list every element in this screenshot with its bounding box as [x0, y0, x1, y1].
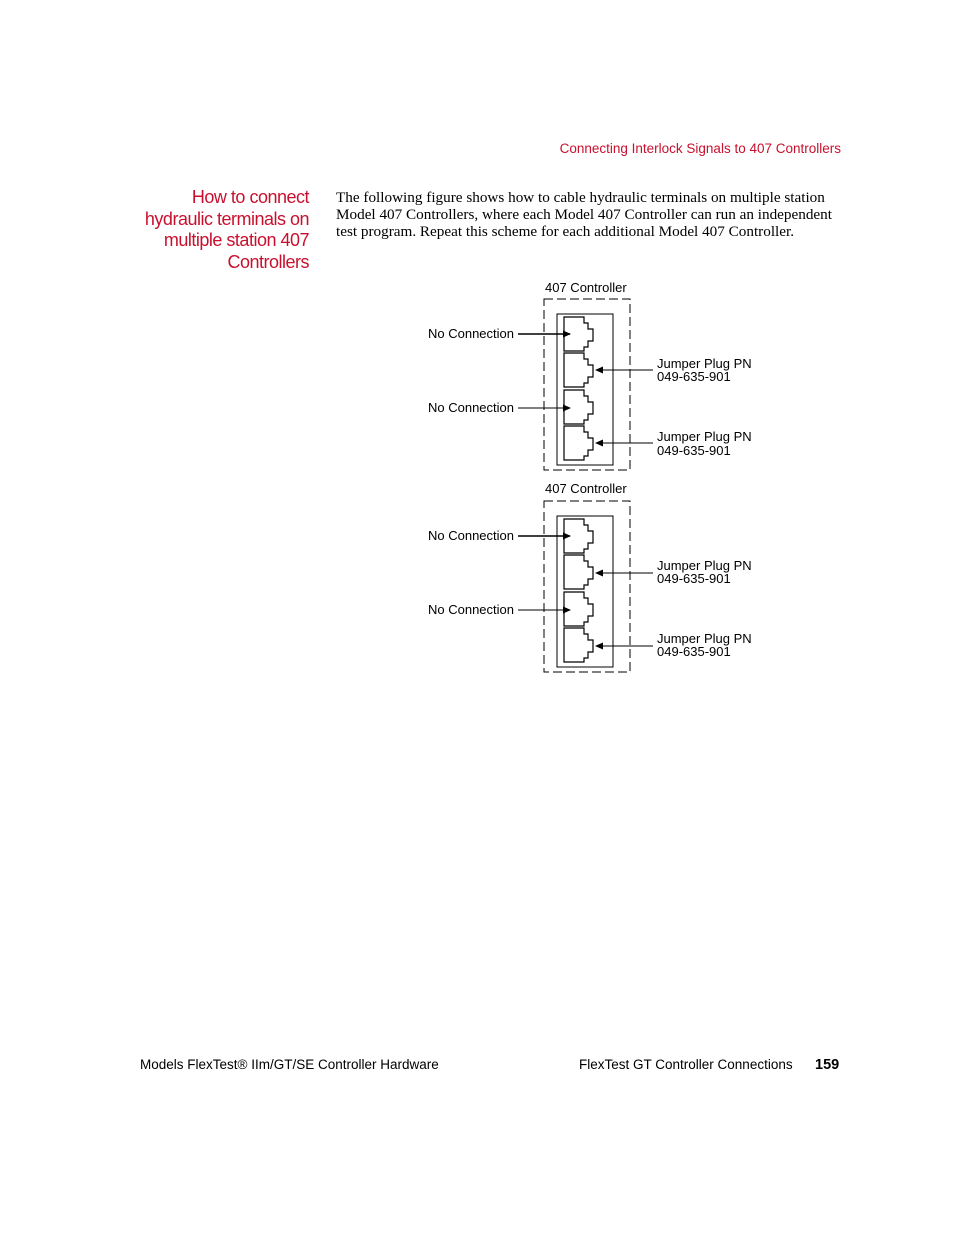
port-icon [564, 592, 593, 626]
port-label: Jumper Plug PN [657, 631, 752, 646]
section-heading-line: How to connect [191, 187, 309, 207]
footer-chapter-title: FlexTest GT Controller Connections [579, 1057, 793, 1072]
port-label: Jumper Plug PN [657, 356, 752, 371]
port-label: 049-635-901 [657, 443, 731, 458]
running-head: Connecting Interlock Signals to 407 Controllers [559, 141, 841, 156]
port-label: 049-635-901 [657, 644, 731, 659]
port-label: 049-635-901 [657, 571, 731, 586]
port-icon [564, 555, 593, 589]
section-heading-line: hydraulic terminals on [144, 208, 309, 229]
port-icon [564, 628, 593, 662]
page-number: 159 [815, 1057, 840, 1073]
body-line: test program. Repeat this scheme for each additional Model 407 Controller. [336, 223, 795, 240]
section-heading-line: Controllers [227, 252, 309, 273]
port-label: Jumper Plug PN [657, 558, 752, 573]
port-label: No Connection [428, 326, 514, 341]
port-label: No Connection [428, 528, 514, 543]
controller-2-title: 407 Controller [545, 481, 627, 496]
controller-1 [428, 280, 752, 470]
port-icon [564, 390, 593, 424]
port-icon [564, 426, 593, 460]
section-heading-line: multiple station 407 [163, 230, 309, 251]
port-label: 049-635-901 [657, 369, 731, 384]
controller-2 [428, 481, 752, 672]
body-line: The following figure shows how to cable hydraulic terminals on multiple station [336, 189, 825, 206]
port-icon [564, 353, 593, 387]
port-label: Jumper Plug PN [657, 429, 752, 444]
body-line: Model 407 Controllers, where each Model 407 Controller can run an independent [336, 206, 832, 223]
port-label: No Connection [428, 602, 514, 617]
footer-manual-title: Models FlexTest® IIm/GT/SE Controller Hardware [140, 1057, 439, 1072]
controller-1-title: 407 Controller [545, 280, 627, 295]
port-label: No Connection [428, 400, 514, 415]
